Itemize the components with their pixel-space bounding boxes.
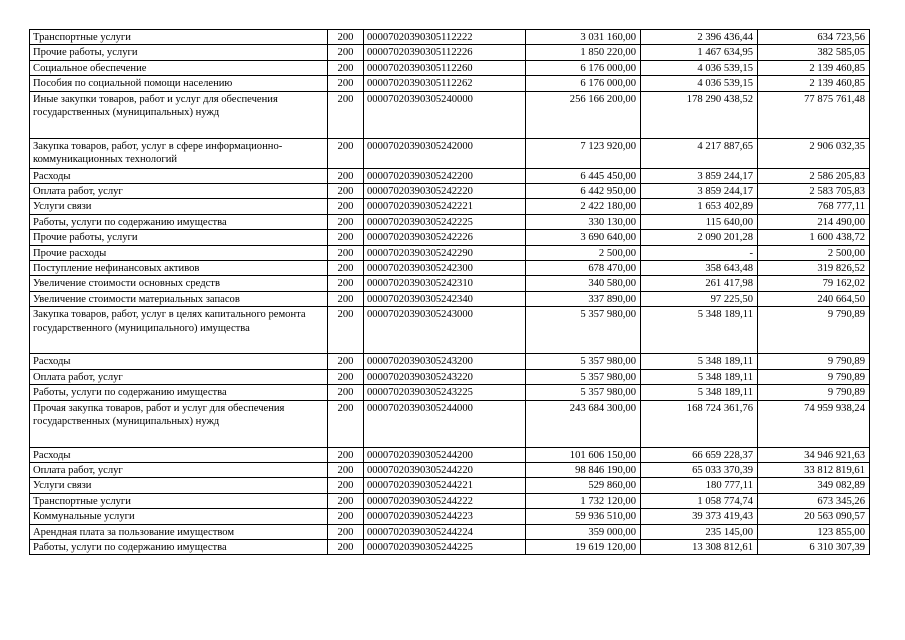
row-name: Расходы xyxy=(30,447,328,462)
row-line-code: 200 xyxy=(328,369,364,384)
row-unexecuted: 2 586 205,83 xyxy=(758,168,870,183)
row-unexecuted: 1 600 438,72 xyxy=(758,230,870,245)
row-name: Увеличение стоимости основных средств xyxy=(30,276,328,291)
row-name: Оплата работ, услуг xyxy=(30,184,328,199)
row-line-code: 200 xyxy=(328,261,364,276)
row-budget-code: 00007020390305243225 xyxy=(364,385,526,400)
row-unexecuted: 9 790,89 xyxy=(758,369,870,384)
row-unexecuted: 34 946 921,63 xyxy=(758,447,870,462)
row-budget-code: 00007020390305242220 xyxy=(364,184,526,199)
row-line-code: 200 xyxy=(328,539,364,554)
row-line-code: 200 xyxy=(328,184,364,199)
row-budget-code: 00007020390305244000 xyxy=(364,400,526,447)
row-unexecuted: 673 345,26 xyxy=(758,493,870,508)
row-name: Арендная плата за пользование имуществом xyxy=(30,524,328,539)
row-budget-code: 00007020390305243220 xyxy=(364,369,526,384)
row-budget-code: 00007020390305242310 xyxy=(364,276,526,291)
row-approved: 6 176 000,00 xyxy=(526,60,641,75)
row-line-code: 200 xyxy=(328,478,364,493)
row-approved: 529 860,00 xyxy=(526,478,641,493)
row-approved: 340 580,00 xyxy=(526,276,641,291)
row-line-code: 200 xyxy=(328,30,364,45)
table-row xyxy=(30,214,870,229)
row-unexecuted: 77 875 761,48 xyxy=(758,91,870,138)
row-executed: 1 058 774,74 xyxy=(641,493,758,508)
row-approved: 6 176 000,00 xyxy=(526,76,641,91)
row-name: Прочая закупка товаров, работ и услуг для обеспечения государственных (муниципальных) нужд xyxy=(30,400,328,447)
row-approved: 330 130,00 xyxy=(526,214,641,229)
row-executed: 180 777,11 xyxy=(641,478,758,493)
row-line-code: 200 xyxy=(328,214,364,229)
row-name: Закупка товаров, работ, услуг в целях капитального ремонта государственного (муниципального) имущества xyxy=(30,307,328,354)
row-approved: 359 000,00 xyxy=(526,524,641,539)
row-executed: 5 348 189,11 xyxy=(641,354,758,369)
row-name: Закупка товаров, работ, услуг в сфере информационно-коммуникационных технологий xyxy=(30,138,328,168)
row-line-code: 200 xyxy=(328,45,364,60)
row-budget-code: 00007020390305244200 xyxy=(364,447,526,462)
report-page xyxy=(29,29,869,555)
row-unexecuted: 6 310 307,39 xyxy=(758,539,870,554)
table-row xyxy=(30,493,870,508)
table-row xyxy=(30,478,870,493)
row-line-code: 200 xyxy=(328,230,364,245)
row-line-code: 200 xyxy=(328,91,364,138)
row-executed: 3 859 244,17 xyxy=(641,184,758,199)
row-name: Транспортные услуги xyxy=(30,493,328,508)
row-line-code: 200 xyxy=(328,493,364,508)
table-row xyxy=(30,276,870,291)
row-unexecuted: 2 500,00 xyxy=(758,245,870,260)
table-row xyxy=(30,138,870,168)
row-line-code: 200 xyxy=(328,400,364,447)
row-executed: 2 090 201,28 xyxy=(641,230,758,245)
budget-execution-table xyxy=(29,29,870,555)
row-approved: 7 123 920,00 xyxy=(526,138,641,168)
row-executed: 235 145,00 xyxy=(641,524,758,539)
row-name: Коммунальные услуги xyxy=(30,509,328,524)
row-approved: 3 690 640,00 xyxy=(526,230,641,245)
row-approved: 243 684 300,00 xyxy=(526,400,641,447)
row-unexecuted: 20 563 090,57 xyxy=(758,509,870,524)
row-line-code: 200 xyxy=(328,245,364,260)
row-budget-code: 00007020390305242300 xyxy=(364,261,526,276)
row-budget-code: 00007020390305244220 xyxy=(364,462,526,477)
row-budget-code: 00007020390305112262 xyxy=(364,76,526,91)
row-name: Расходы xyxy=(30,354,328,369)
row-unexecuted: 2 583 705,83 xyxy=(758,184,870,199)
row-budget-code: 00007020390305244222 xyxy=(364,493,526,508)
row-approved: 101 606 150,00 xyxy=(526,447,641,462)
row-budget-code: 00007020390305242290 xyxy=(364,245,526,260)
row-line-code: 200 xyxy=(328,60,364,75)
row-unexecuted: 2 139 460,85 xyxy=(758,60,870,75)
row-executed: 66 659 228,37 xyxy=(641,447,758,462)
row-line-code: 200 xyxy=(328,307,364,354)
row-executed: 358 643,48 xyxy=(641,261,758,276)
row-executed: 261 417,98 xyxy=(641,276,758,291)
row-unexecuted: 79 162,02 xyxy=(758,276,870,291)
row-executed: 5 348 189,11 xyxy=(641,385,758,400)
row-name: Расходы xyxy=(30,168,328,183)
row-unexecuted: 634 723,56 xyxy=(758,30,870,45)
table-row xyxy=(30,245,870,260)
row-approved: 3 031 160,00 xyxy=(526,30,641,45)
row-executed: 168 724 361,76 xyxy=(641,400,758,447)
row-line-code: 200 xyxy=(328,524,364,539)
row-budget-code: 00007020390305242225 xyxy=(364,214,526,229)
row-executed: 5 348 189,11 xyxy=(641,369,758,384)
row-executed: 1 467 634,95 xyxy=(641,45,758,60)
row-executed: 4 036 539,15 xyxy=(641,60,758,75)
row-line-code: 200 xyxy=(328,385,364,400)
row-budget-code: 00007020390305244224 xyxy=(364,524,526,539)
row-line-code: 200 xyxy=(328,276,364,291)
row-name: Пособия по социальной помощи населению xyxy=(30,76,328,91)
table-row xyxy=(30,447,870,462)
row-budget-code: 00007020390305244221 xyxy=(364,478,526,493)
row-approved: 5 357 980,00 xyxy=(526,354,641,369)
table-row xyxy=(30,354,870,369)
row-unexecuted: 214 490,00 xyxy=(758,214,870,229)
row-executed: 2 396 436,44 xyxy=(641,30,758,45)
row-approved: 1 850 220,00 xyxy=(526,45,641,60)
row-budget-code: 00007020390305244225 xyxy=(364,539,526,554)
row-approved: 678 470,00 xyxy=(526,261,641,276)
row-name: Транспортные услуги xyxy=(30,30,328,45)
row-executed: 97 225,50 xyxy=(641,291,758,306)
table-row xyxy=(30,230,870,245)
row-name: Оплата работ, услуг xyxy=(30,369,328,384)
row-name: Услуги связи xyxy=(30,199,328,214)
row-name: Прочие работы, услуги xyxy=(30,230,328,245)
row-approved: 5 357 980,00 xyxy=(526,385,641,400)
table-row xyxy=(30,60,870,75)
row-executed: 115 640,00 xyxy=(641,214,758,229)
row-unexecuted: 2 139 460,85 xyxy=(758,76,870,91)
table-row xyxy=(30,462,870,477)
row-unexecuted: 74 959 938,24 xyxy=(758,400,870,447)
table-row xyxy=(30,168,870,183)
row-budget-code: 00007020390305112226 xyxy=(364,45,526,60)
row-executed: 4 036 539,15 xyxy=(641,76,758,91)
row-unexecuted: 9 790,89 xyxy=(758,385,870,400)
table-body xyxy=(30,30,870,555)
row-line-code: 200 xyxy=(328,462,364,477)
row-budget-code: 00007020390305243200 xyxy=(364,354,526,369)
row-line-code: 200 xyxy=(328,168,364,183)
table-row xyxy=(30,91,870,138)
row-approved: 6 445 450,00 xyxy=(526,168,641,183)
row-approved: 2 422 180,00 xyxy=(526,199,641,214)
row-approved: 5 357 980,00 xyxy=(526,307,641,354)
row-executed: 4 217 887,65 xyxy=(641,138,758,168)
row-approved: 5 357 980,00 xyxy=(526,369,641,384)
table-row xyxy=(30,45,870,60)
table-row xyxy=(30,184,870,199)
row-executed: 13 308 812,61 xyxy=(641,539,758,554)
row-executed: 178 290 438,52 xyxy=(641,91,758,138)
row-unexecuted: 349 082,89 xyxy=(758,478,870,493)
row-name: Увеличение стоимости материальных запасов xyxy=(30,291,328,306)
row-budget-code: 00007020390305242340 xyxy=(364,291,526,306)
row-name: Работы, услуги по содержанию имущества xyxy=(30,539,328,554)
row-approved: 98 846 190,00 xyxy=(526,462,641,477)
row-line-code: 200 xyxy=(328,447,364,462)
table-row xyxy=(30,199,870,214)
table-row xyxy=(30,385,870,400)
row-unexecuted: 2 906 032,35 xyxy=(758,138,870,168)
table-row xyxy=(30,30,870,45)
row-executed: 65 033 370,39 xyxy=(641,462,758,477)
row-executed: 39 373 419,43 xyxy=(641,509,758,524)
row-approved: 1 732 120,00 xyxy=(526,493,641,508)
table-row xyxy=(30,524,870,539)
row-line-code: 200 xyxy=(328,138,364,168)
row-line-code: 200 xyxy=(328,76,364,91)
row-budget-code: 00007020390305242000 xyxy=(364,138,526,168)
row-approved: 6 442 950,00 xyxy=(526,184,641,199)
row-name: Услуги связи xyxy=(30,478,328,493)
row-budget-code: 00007020390305243000 xyxy=(364,307,526,354)
row-budget-code: 00007020390305242226 xyxy=(364,230,526,245)
row-name: Иные закупки товаров, работ и услуг для обеспечения государственных (муниципальных) нужд xyxy=(30,91,328,138)
row-name: Оплата работ, услуг xyxy=(30,462,328,477)
row-unexecuted: 768 777,11 xyxy=(758,199,870,214)
row-unexecuted: 9 790,89 xyxy=(758,307,870,354)
row-budget-code: 00007020390305244223 xyxy=(364,509,526,524)
row-name: Прочие расходы xyxy=(30,245,328,260)
row-approved: 19 619 120,00 xyxy=(526,539,641,554)
row-budget-code: 00007020390305242200 xyxy=(364,168,526,183)
row-unexecuted: 319 826,52 xyxy=(758,261,870,276)
table-row xyxy=(30,291,870,306)
table-row xyxy=(30,509,870,524)
table-row xyxy=(30,261,870,276)
row-unexecuted: 240 664,50 xyxy=(758,291,870,306)
row-approved: 2 500,00 xyxy=(526,245,641,260)
row-line-code: 200 xyxy=(328,291,364,306)
table-row xyxy=(30,369,870,384)
row-name: Прочие работы, услуги xyxy=(30,45,328,60)
row-approved: 256 166 200,00 xyxy=(526,91,641,138)
row-unexecuted: 382 585,05 xyxy=(758,45,870,60)
row-executed: 3 859 244,17 xyxy=(641,168,758,183)
row-approved: 59 936 510,00 xyxy=(526,509,641,524)
table-row xyxy=(30,400,870,447)
row-approved: 337 890,00 xyxy=(526,291,641,306)
row-executed: 5 348 189,11 xyxy=(641,307,758,354)
row-line-code: 200 xyxy=(328,354,364,369)
table-row xyxy=(30,539,870,554)
row-name: Поступление нефинансовых активов xyxy=(30,261,328,276)
row-budget-code: 00007020390305112222 xyxy=(364,30,526,45)
row-name: Работы, услуги по содержанию имущества xyxy=(30,214,328,229)
row-executed: - xyxy=(641,245,758,260)
row-unexecuted: 9 790,89 xyxy=(758,354,870,369)
row-name: Работы, услуги по содержанию имущества xyxy=(30,385,328,400)
row-executed: 1 653 402,89 xyxy=(641,199,758,214)
row-budget-code: 00007020390305240000 xyxy=(364,91,526,138)
row-unexecuted: 33 812 819,61 xyxy=(758,462,870,477)
row-budget-code: 00007020390305112260 xyxy=(364,60,526,75)
row-name: Социальное обеспечение xyxy=(30,60,328,75)
table-row xyxy=(30,307,870,354)
row-budget-code: 00007020390305242221 xyxy=(364,199,526,214)
row-unexecuted: 123 855,00 xyxy=(758,524,870,539)
table-row xyxy=(30,76,870,91)
row-line-code: 200 xyxy=(328,509,364,524)
row-line-code: 200 xyxy=(328,199,364,214)
